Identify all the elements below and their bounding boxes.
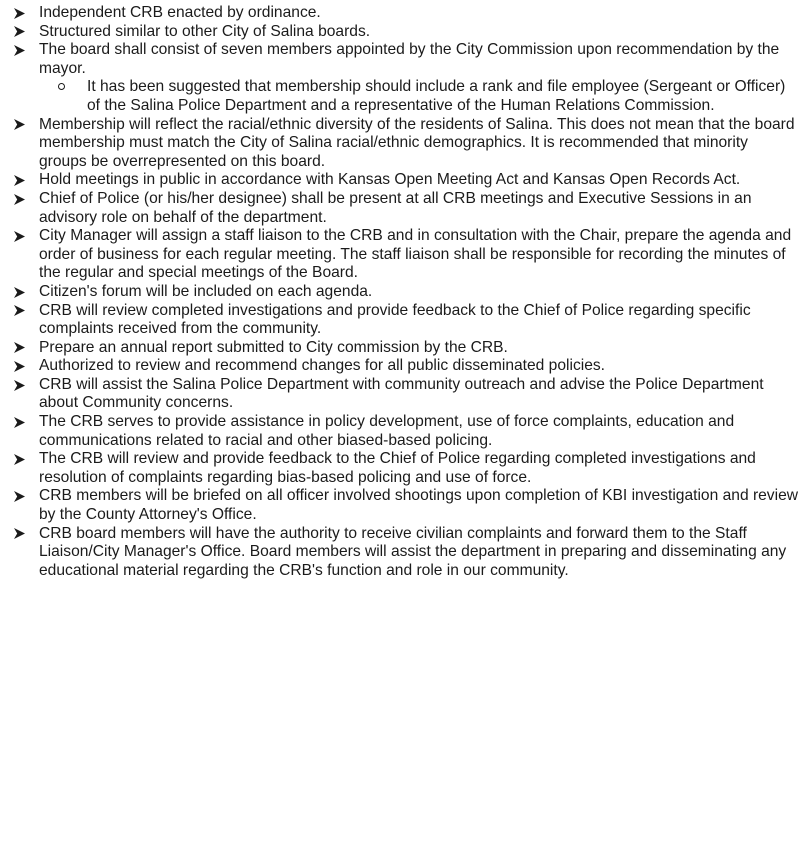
list-item <box>12 283 798 302</box>
list-item-text: CRB board members will have the authority to receive civilian complaints and forward them to the Staff Liaison/City Manager's Office. Board members will assist the department in preparing and disseminating any educational material regarding the CRB's function and role in our community. <box>39 524 787 579</box>
arrow-bullet-icon <box>12 4 26 23</box>
list-item <box>12 190 798 227</box>
list-item-text: Independent CRB enacted by ordinance. <box>39 4 321 21</box>
bullet-list <box>12 4 798 580</box>
list-item <box>12 376 798 413</box>
sub-list <box>39 78 798 115</box>
sub-list-item-text: It has been suggested that membership should include a rank and file employee (Sergeant or Officer) of the Salina Police Department and a representative of the Human Relations Commission. <box>87 78 786 114</box>
list-item-text: The board shall consist of seven members appointed by the City Commission upon recommendation by the mayor. <box>39 41 780 77</box>
list-item-text: City Manager will assign a staff liaison to the CRB and in consultation with the Chair, prepare the agenda and order of business for each regular meeting. The staff liaison shall be responsible for recording the minutes of the regular and special meetings of the Board. <box>39 227 792 282</box>
arrow-bullet-icon <box>12 450 26 469</box>
list-item-text: Membership will reflect the racial/ethnic diversity of the residents of Salina. This does not mean that the board membership must match the City of Salina racial/ethnic demographics. It is recommended that minority groups be overrepresented on this board. <box>39 115 795 170</box>
list-item-text: Chief of Police (or his/her designee) shall be present at all CRB meetings and Executive Sessions in an advisory role on behalf of the department. <box>39 189 752 226</box>
list-item <box>12 41 798 115</box>
list-item <box>12 302 798 339</box>
list-item-text: Hold meetings in public in accordance with Kansas Open Meeting Act and Kansas Open Records Act. <box>39 171 741 189</box>
list-item <box>12 357 798 376</box>
arrow-bullet-icon <box>12 41 26 60</box>
arrow-bullet-icon <box>12 487 26 506</box>
arrow-bullet-icon <box>12 339 26 358</box>
list-item-text: The CRB will review and provide feedback to the Chief of Police regarding completed investigations and resolution of complaints regarding bias-based policing and use of force. <box>39 450 756 486</box>
list-item-text: CRB members will be briefed on all officer involved shootings upon completion of KBI investigation and review by the County Attorney's Office. <box>39 487 799 524</box>
arrow-bullet-icon <box>12 283 26 302</box>
arrow-bullet-icon <box>12 376 26 395</box>
list-item-text: CRB will review completed investigations and provide feedback to the Chief of Police regarding specific complaints received from the community. <box>39 301 751 338</box>
list-item <box>12 4 798 23</box>
list-item <box>12 450 798 487</box>
arrow-bullet-icon <box>12 227 26 246</box>
arrow-bullet-icon <box>12 23 26 42</box>
arrow-bullet-icon <box>12 413 26 432</box>
arrow-bullet-icon <box>12 171 26 190</box>
circle-bullet-icon <box>58 83 65 90</box>
list-item <box>12 487 798 524</box>
list-item-text: Structured similar to other City of Salina boards. <box>39 22 371 40</box>
list-item <box>12 23 798 42</box>
list-item-text: CRB will assist the Salina Police Department with community outreach and advise the Police Department about Community concerns. <box>39 375 764 412</box>
list-item <box>12 413 798 450</box>
arrow-bullet-icon <box>12 357 26 376</box>
list-item <box>12 227 798 283</box>
list-item-text: Authorized to review and recommend changes for all public disseminated policies. <box>39 357 606 375</box>
list-item-text: Citizen's forum will be included on each agenda. <box>39 282 373 300</box>
list-item <box>12 339 798 358</box>
arrow-bullet-icon <box>12 116 26 135</box>
sub-list-item <box>39 78 798 115</box>
list-item <box>12 116 798 172</box>
list-item <box>12 171 798 190</box>
arrow-bullet-icon <box>12 302 26 321</box>
list-item-text: Prepare an annual report submitted to City commission by the CRB. <box>39 338 508 356</box>
list-item <box>12 525 798 581</box>
arrow-bullet-icon <box>12 190 26 209</box>
list-item-text: The CRB serves to provide assistance in policy development, use of force complaints, education and communications related to racial and other biased-based policing. <box>39 413 735 449</box>
arrow-bullet-icon <box>12 525 26 544</box>
